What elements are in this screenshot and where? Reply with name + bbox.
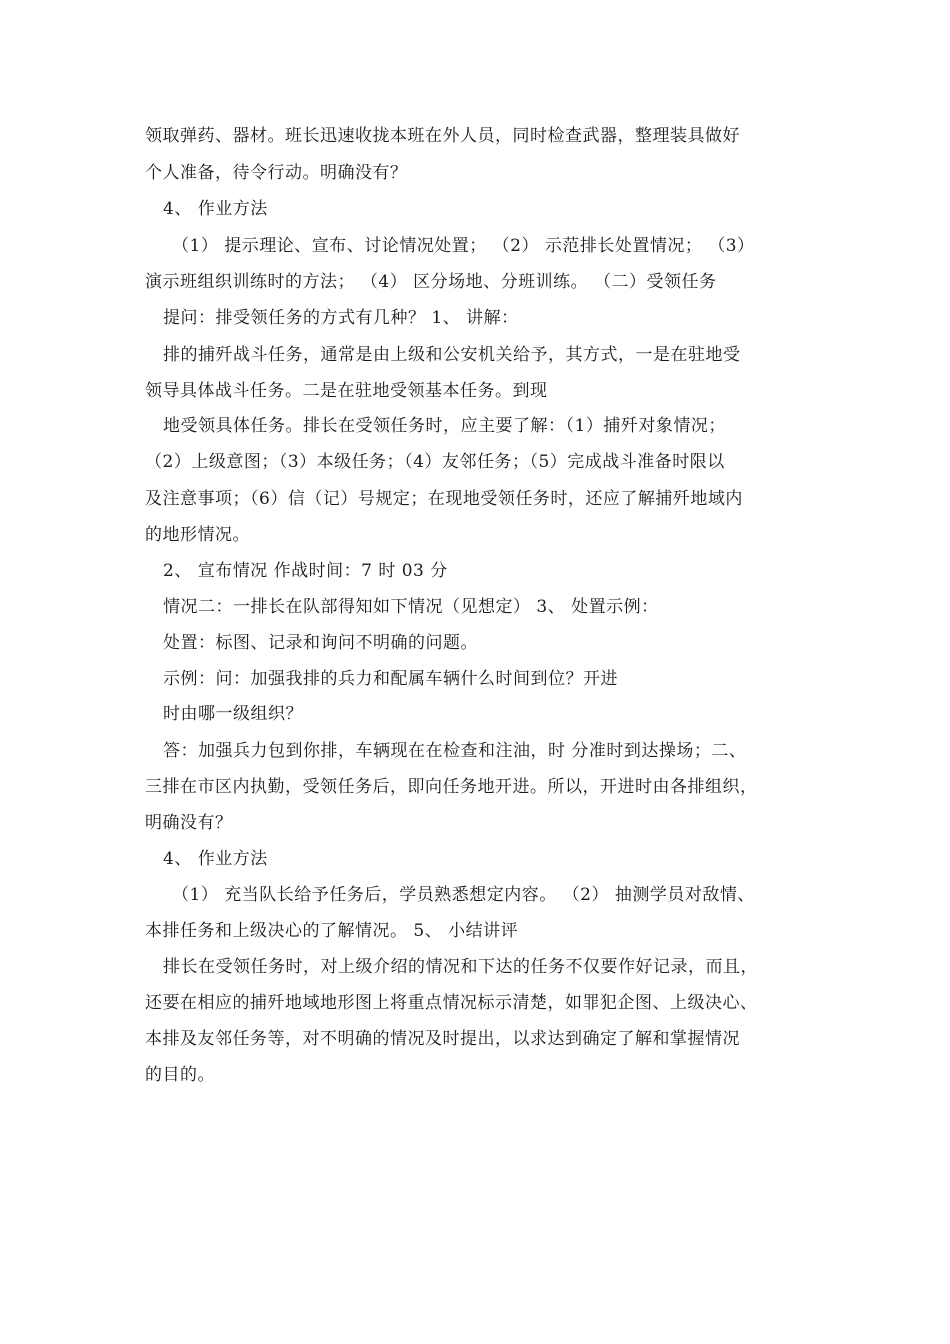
text-line: 三排在市区内执勤，受领任务后，即向任务地开进。所以，开进时由各排组织，: [145, 777, 758, 797]
text-line: 领导具体战斗任务。二是在驻地受领基本任务。到现: [145, 381, 548, 401]
text-line: （1） 充当队长给予任务后，学员熟悉想定内容。 （2） 抽测学员对敌情、: [172, 885, 755, 905]
text-line: 排的捕歼战斗任务，通常是由上级和公安机关给予，其方式，一是在驻地受: [163, 345, 741, 365]
text-line: 情况二：一排长在队部得知如下情况（见想定） 3、 处置示例：: [163, 597, 659, 617]
text-line: 提问：排受领任务的方式有几种？ 1、 讲解：: [163, 308, 519, 328]
text-line: 示例：问：加强我排的兵力和配属车辆什么时间到位？开进: [163, 669, 618, 689]
text-line: 排长在受领任务时，对上级介绍的情况和下达的任务不仅要作好记录，而且，: [163, 957, 758, 977]
text-line: 演示班组织训练时的方法； （4） 区分场地、分班训练。 （二）受领任务: [145, 272, 717, 292]
section-heading: 4、 作业方法: [163, 199, 268, 219]
text-line: 处置：标图、记录和询问不明确的问题。: [163, 633, 478, 653]
text-line: 个人准备，待令行动。明确没有？: [145, 163, 408, 183]
text-line: （1） 提示理论、宣布、讨论情况处置； （2） 示范排长处置情况； （3）: [172, 236, 755, 256]
text-line: 明确没有？: [145, 813, 233, 833]
text-line: 的目的。: [145, 1065, 215, 1085]
section-heading: 2、 宣布情况 作战时间：7 时 03 分: [163, 561, 448, 581]
text-line: 及注意事项；（6）信（记）号规定；在现地受领任务时，还应了解捕歼地域内: [145, 489, 743, 509]
text-line: 领取弹药、器材。班长迅速收拢本班在外人员，同时检查武器，整理装具做好: [145, 126, 740, 146]
text-line: 的地形情况。: [145, 525, 250, 545]
text-line: 本排任务和上级决心的了解情况。 5、 小结讲评: [145, 921, 519, 941]
text-line: （2）上级意图；（3）本级任务；（4）友邻任务；（5）完成战斗准备时限以: [145, 452, 725, 472]
section-heading: 4、 作业方法: [163, 849, 268, 869]
text-line: 还要在相应的捕歼地域地形图上将重点情况标示清楚，如罪犯企图、上级决心、: [145, 993, 758, 1013]
text-line: 答：加强兵力包到你排，车辆现在在检查和注油，时 分准时到达操场；二、: [163, 741, 747, 761]
text-line: 地受领具体任务。排长在受领任务时，应主要了解：（1）捕歼对象情况；: [163, 416, 726, 436]
text-line: 时由哪一级组织？: [163, 704, 303, 724]
text-line: 本排及友邻任务等，对不明确的情况及时提出，以求达到确定了解和掌握情况: [145, 1029, 740, 1049]
